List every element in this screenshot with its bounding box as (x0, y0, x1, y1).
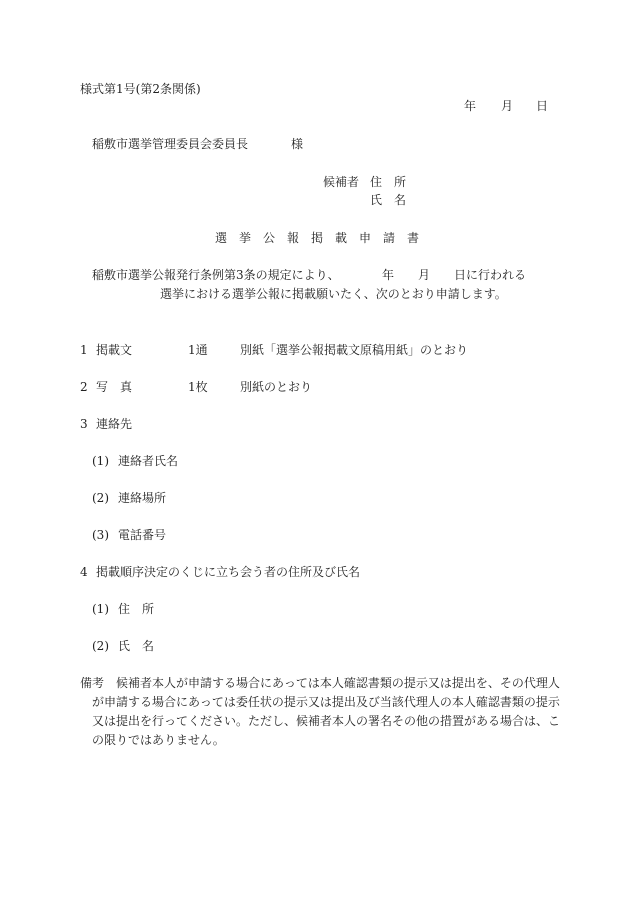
form-number: 様式第1号(第2条関係) (80, 82, 201, 96)
item-4-label: 掲載順序決定のくじに立ち会う者の住所及び氏名 (96, 565, 361, 579)
date-year: 年 (464, 99, 477, 113)
item-2-label: 写 真 (96, 380, 133, 394)
remarks-line1: 候補者本人が申請する場合にあっては本人確認書類の提示又は提出を、その代理人 (116, 676, 560, 690)
item-1-label: 掲載文 (96, 343, 133, 357)
remarks-line3: 又は提出を行ってください。ただし、候補者本人の署名その他の措置がある場合は、こ (92, 714, 561, 728)
item-4-sub1-num: (1) (92, 602, 109, 616)
intro-line1-b: 日に行われる (454, 268, 527, 282)
item-2-count: 1枚 (188, 380, 208, 394)
intro-line1-a: 稲敷市選挙公報発行条例第3条の規定により、 (92, 268, 340, 282)
remarks-line4: の限りではありません。 (92, 733, 225, 747)
name-label: 氏 名 (370, 193, 407, 207)
address-label: 住 所 (370, 175, 407, 189)
item-1-num: 1 (80, 343, 88, 357)
item-4-sub2-num: (2) (92, 639, 109, 653)
item-1-desc: 別紙「選挙公報掲載文原稿用紙」のとおり (240, 343, 469, 357)
item-3-sub1-num: (1) (92, 454, 109, 468)
item-4-sub1-label: 住 所 (118, 602, 155, 616)
item-1-count: 1通 (188, 343, 208, 357)
remarks-label: 備考 (80, 676, 105, 690)
remarks-line2: が申請する場合にあっては委任状の提示又は提出及び当該代理人の本人確認書類の提示 (92, 695, 560, 709)
item-2-desc: 別紙のとおり (240, 380, 313, 394)
item-3-sub1-label: 連絡者氏名 (118, 454, 179, 468)
item-4-num: 4 (80, 565, 88, 579)
item-3-sub2-label: 連絡場所 (118, 491, 167, 505)
intro-line1-year: 年 (382, 268, 395, 282)
honorific: 様 (291, 137, 304, 151)
item-2-num: 2 (80, 380, 88, 394)
item-3-sub2-num: (2) (92, 491, 109, 505)
intro-line1-month: 月 (418, 268, 431, 282)
page-title: 選 挙 公 報 掲 載 申 請 書 (215, 231, 420, 245)
item-3-sub3-num: (3) (92, 528, 109, 542)
item-3-num: 3 (80, 417, 88, 431)
intro-line2: 選挙における選挙公報に掲載願いたく、次のとおり申請します。 (160, 287, 507, 301)
applicant-label: 候補者 (323, 175, 360, 189)
item-4-sub2-label: 氏 名 (118, 639, 155, 653)
date-month: 月 (501, 99, 514, 113)
item-3-sub3-label: 電話番号 (118, 528, 167, 542)
addressee: 稲敷市選挙管理委員会委員長 (92, 137, 249, 151)
date-day: 日 (536, 99, 549, 113)
item-3-label: 連絡先 (96, 417, 133, 431)
